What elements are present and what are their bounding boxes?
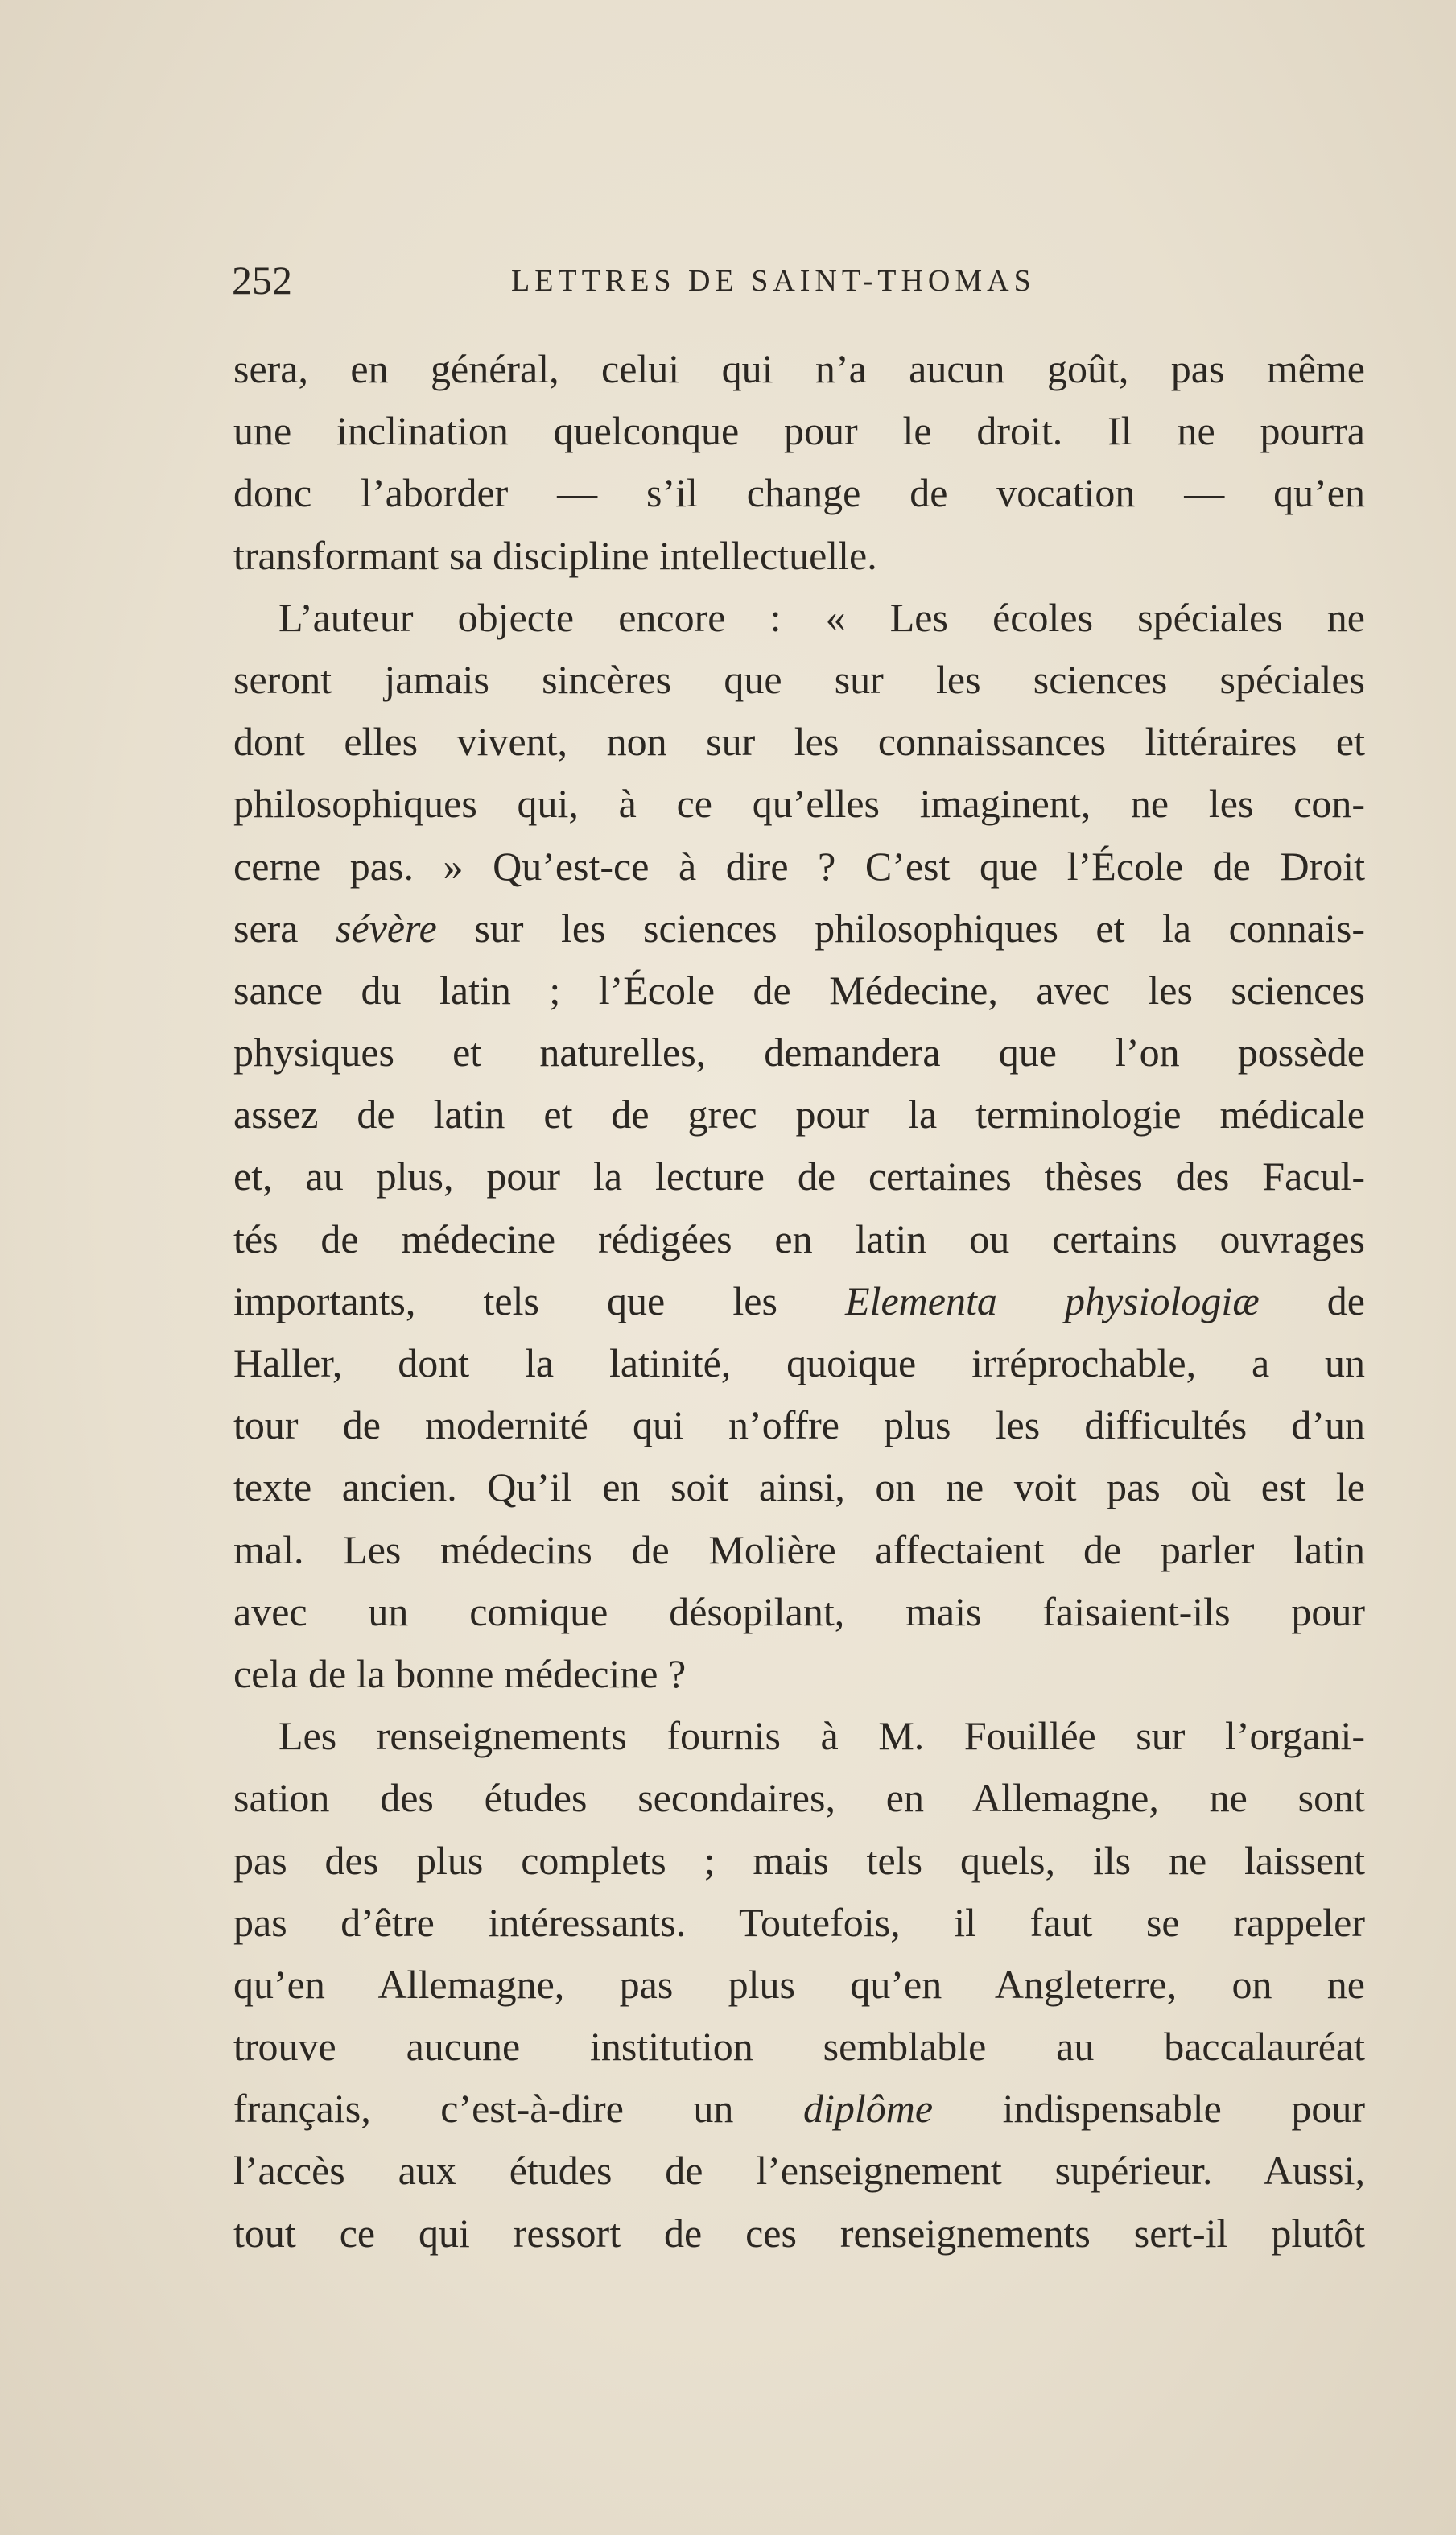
text-line: tout ce qui ressort de ces renseignements sert-il plutôt [233,2210,1365,2256]
text-line: donc l’aborder — s’il change de vocation — qu’en [233,470,1365,516]
text-line: seront jamais sincères que sur les sciences spéciales [233,656,1365,702]
text-line: pas des plus complets ; mais tels quels, ils ne laissent [233,1837,1365,1883]
text-line: Haller, dont la latinité, quoique irréprochable, a un [233,1340,1365,1385]
text-line: tour de modernité qui n’offre plus les difficultés d’un [233,1402,1365,1448]
text-line: tés de médecine rédigées en latin ou certains ouvrages [233,1216,1365,1261]
text-line: sera, en général, celui qui n’a aucun goût, pas même [233,346,1365,391]
text-line: assez de latin et de grec pour la terminologie médicale [233,1092,1365,1137]
italic-title: Elementa physiologiæ [845,1278,1260,1323]
text-line: transformant sa discipline intellectuelle. [233,532,877,578]
text-line: dont elles vivent, non sur les connaissances littéraires et [233,719,1365,765]
text-line: qu’en Allemagne, pas plus qu’en Angleterre, on ne [233,1961,1365,2007]
running-head: LETTRES DE SAINT-THOMAS [511,264,1036,298]
page-number: 252 [232,258,292,303]
text-line: et, au plus, pour la lecture de certaines thèses des Facul- [233,1154,1365,1199]
italic-term: sévère [336,905,437,951]
text-line: physiques et naturelles, demandera que l’on possède [233,1030,1365,1076]
page-header [232,256,1367,304]
text-line: texte ancien. Qu’il en soit ainsi, on ne voit pas où est le [233,1464,1365,1510]
text-line: importants, tels que les Elementa physiologiæ de [233,1278,1365,1323]
paragraph-first-line: Les renseignements fournis à M. Fouillée sur l’organi- [278,1713,1365,1759]
text-line: trouve aucune institution semblable au baccalauréat [233,2024,1365,2070]
text-line: cela de la bonne médecine ? [233,1650,687,1696]
italic-term: diplôme [802,2086,934,2132]
paragraph-first-line: L’auteur objecte encore : « Les écoles spéciales ne [278,594,1365,640]
text-line: français, c’est-à-dire un diplôme indispensable pour [233,2086,1365,2132]
text-line: sera sévère sur les sciences philosophiques et la connais- [233,905,1365,951]
text-line: une inclination quelconque pour le droit. Il ne pourra [233,408,1365,454]
text-line: cerne pas. » Qu’est-ce à dire ? C’est que l’École de Droit [233,843,1365,889]
text-line: pas d’être intéressants. Toutefois, il faut se rappeler [233,1899,1365,1945]
text-line: l’accès aux études de l’enseignement supérieur. Aussi, [233,2148,1365,2194]
text-line: philosophiques qui, à ce qu’elles imaginent, ne les con- [233,781,1365,827]
body-text [233,338,1365,2265]
text-line: sance du latin ; l’École de Médecine, avec les sciences [233,967,1365,1013]
text-line: sation des études secondaires, en Allemagne, ne sont [233,1775,1365,1821]
text-line: mal. Les médecins de Molière affectaient de parler latin [233,1526,1365,1572]
text-line: avec un comique désopilant, mais faisaient-ils pour [233,1588,1365,1634]
